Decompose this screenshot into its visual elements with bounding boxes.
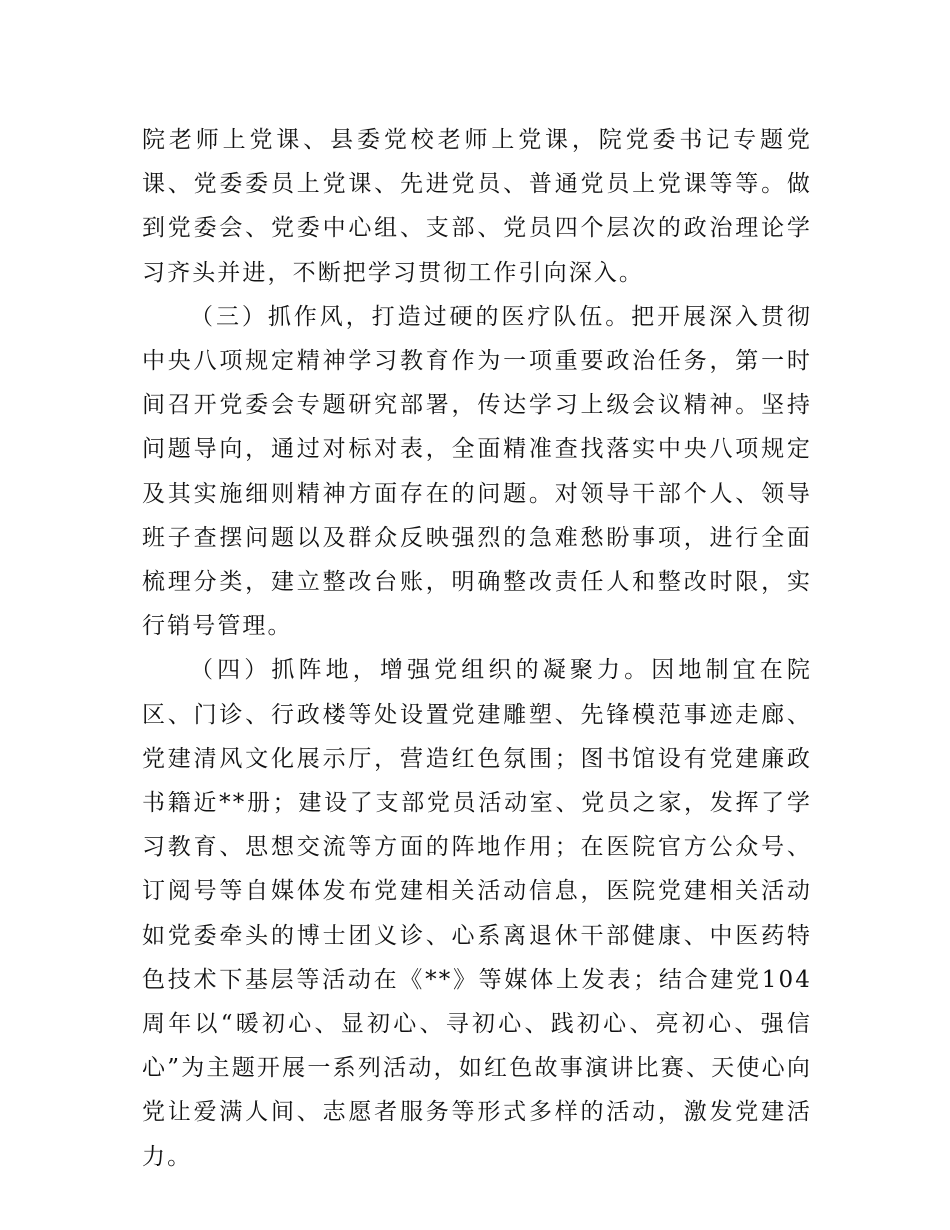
paragraph-section-three: （三）抓作风，打造过硬的医疗队伍。把开展深入贯彻中央八项规定精神学习教育作为一项重要政治任务，第一时间召开党委会专题研究部署，传达学习上级会议精神。坚持问题导向，通过对标对表，全面精准查找落实中央八项规定及其实施细则精神方面存在的问题。对领导干部个人、领导班子查摆问题以及群众反映强烈的急难愁盼事项，进行全面梳理分类，建立整改台账，明确整改责任人和整改时限，实行销号管理。 — [142, 303, 812, 640]
paragraph-continuation: 院老师上党课、县委党校老师上党课，院党委书记专题党课、党委委员上党课、先进党员、普通党员上党课等等。做到党委会、党委中心组、支部、党员四个层次的政治理论学习齐头并进，不断把学习贯彻工作引向深入。 — [142, 127, 812, 286]
paragraph-section-four: （四）抓阵地，增强党组织的凝聚力。因地制宜在院区、门诊、行政楼等处设置党建雕塑、先锋模范事迹走廊、党建清风文化展示厅，营造红色氛围；图书馆设有党建廉政书籍近**册；建设了支部党员活动室、党员之家，发挥了学习教育、思想交流等方面的阵地作用；在医院官方公众号、订阅号等自媒体发布党建相关活动信息，医院党建相关活动如党委牵头的博士团义诊、心系离退休干部健康、中医药特色技术下基层等活动在《**》等媒体上发表；结合建党104周年以“暖初心、显初心、寻初心、践初心、亮初心、强信心”为主题开展一系列活动，如红色故事演讲比赛、天使心向党让爱满人间、志愿者服务等形式多样的活动，激发党建活力。 — [142, 657, 812, 1170]
document-body — [142, 118, 812, 1179]
